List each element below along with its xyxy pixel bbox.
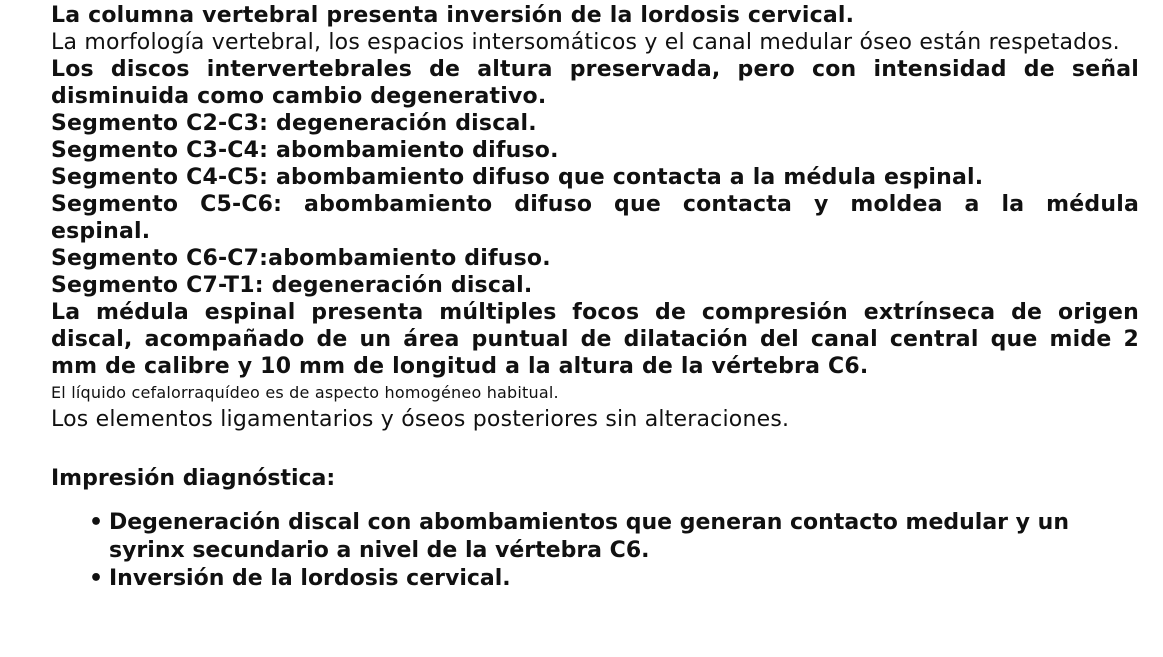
finding-segment-c7-t1: Segmento C7-T1: degeneración discal. (51, 273, 533, 298)
impression-item-text: Inversión de la lordosis cervical. (109, 566, 511, 591)
impression-heading: Impresión diagnóstica: (51, 466, 336, 491)
finding-csf: El líquido cefalorraquídeo es de aspecto homogéneo habitual. (51, 383, 559, 402)
finding-discs: Los discos intervertebrales de altura preservada, pero con intensidad de señal disminuida como cambio degenerativo. (51, 57, 1139, 109)
finding-segment-c2-c3: Segmento C2-C3: degeneración discal. (51, 111, 537, 136)
finding-vertebral-morphology: La morfología vertebral, los espacios intersomáticos y el canal medular óseo están respetados. (51, 30, 1120, 55)
finding-spinal-cord: La médula espinal presenta múltiples focos de compresión extrínseca de origen discal, acompañado de un área puntual de dilatación del canal central que mide 2 mm de calibre y 10 mm de longitud a la altura de la vértebra C6. (51, 300, 1139, 379)
finding-segment-c5-c6: Segmento C5-C6: abombamiento difuso que contacta y moldea a la médula espinal. (51, 192, 1139, 244)
bullet-icon: • (89, 566, 104, 591)
bullet-icon: • (89, 510, 104, 535)
radiology-report (51, 2, 1139, 593)
impression-item-text: Degeneración discal con abombamientos que generan contacto medular y un syrinx secundario a nivel de la vértebra C6. (109, 510, 1069, 563)
impression-list (51, 509, 1139, 593)
impression-item-2 (89, 565, 1139, 593)
impression-item-1 (89, 509, 1139, 565)
finding-posterior-elements: Los elementos ligamentarios y óseos posteriores sin alteraciones. (51, 407, 790, 432)
finding-segment-c6-c7: Segmento C6-C7:abombamiento difuso. (51, 246, 551, 271)
finding-lordosis: La columna vertebral presenta inversión de la lordosis cervical. (51, 3, 855, 28)
finding-segment-c4-c5: Segmento C4-C5: abombamiento difuso que contacta a la médula espinal. (51, 165, 984, 190)
finding-segment-c3-c4: Segmento C3-C4: abombamiento difuso. (51, 138, 559, 163)
